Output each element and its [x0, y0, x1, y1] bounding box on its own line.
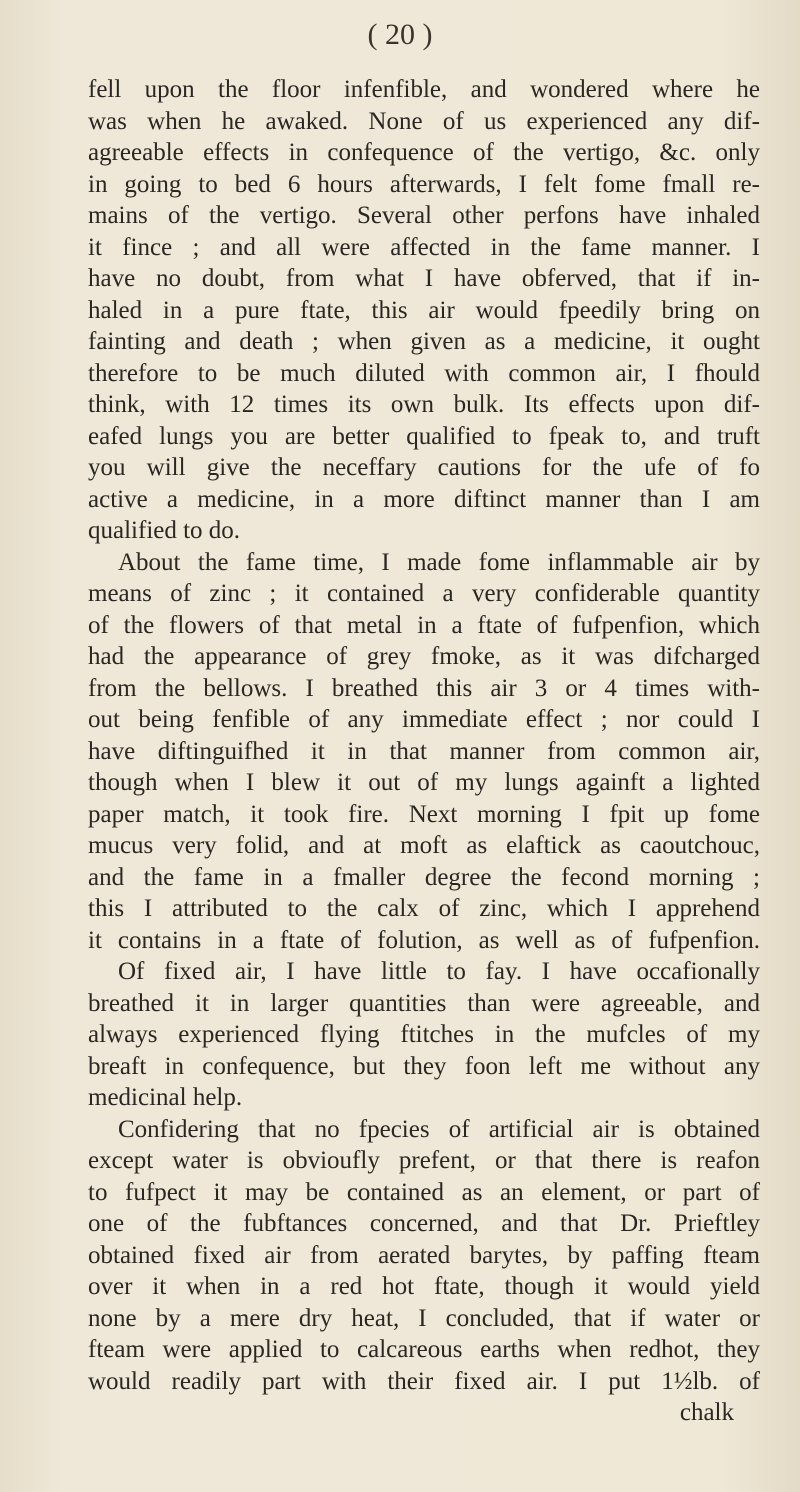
text-line: have diftinguifhed it in that manner from common air,: [88, 737, 760, 765]
text-line: always experienced flying ftitches in the mufcles of my: [88, 1021, 760, 1048]
text-line: About the fame time, I made fome inflammable air by: [118, 548, 760, 576]
body-text: [88, 74, 760, 1429]
text-line: was when he awaked. None of us experienced any dif-: [88, 107, 760, 135]
text-line: mucus very folid, and at moft as elaftick as caoutchouc,: [88, 832, 760, 859]
text-line: to fufpect it may be contained as an element, or part of: [88, 1178, 760, 1206]
text-line: Confidering that no fpecies of artificial air is obtained: [118, 1115, 760, 1143]
text-line: haled in a pure ftate, this air would fpeedily bring on: [88, 296, 760, 324]
text-line: none by a mere dry heat, I concluded, that if water or: [88, 1304, 760, 1332]
text-line: and the fame in a fmaller degree the fecond morning ;: [88, 863, 760, 891]
text-line: fteam were applied to calcareous earths when redhot, they: [88, 1336, 760, 1363]
text-line: medicinal help.: [88, 1084, 243, 1111]
text-line: think, with 12 times its own bulk. Its effects upon dif-: [88, 391, 760, 418]
text-line: though when I blew it out of my lungs againft a lighted: [88, 769, 760, 796]
text-line: Of fixed air, I have little to fay. I have occafionally: [118, 958, 760, 985]
text-line: would readily part with their fixed air. I put 1½lb. of: [88, 1367, 760, 1395]
text-line: breathed it in larger quantities than were agreeable, and: [88, 989, 760, 1017]
text-line: qualified to do.: [88, 517, 241, 544]
text-line: of the flowers of that metal in a ftate of fufpenfion, which: [88, 611, 760, 639]
text-line: except water is obvioufly prefent, or that there is reafon: [88, 1147, 760, 1174]
text-line: this I attributed to the calx of zinc, which I apprehend: [88, 895, 760, 922]
text-line: from the bellows. I breathed this air 3 or 4 times with-: [88, 674, 760, 702]
text-line: therefore to be much diluted with common air, I fhould: [88, 359, 760, 387]
text-line: you will give the neceffary cautions for the ufe of fo: [88, 454, 760, 481]
text-line: breaft in confequence, but they foon left me without any: [88, 1052, 760, 1080]
text-line: agreeable effects in confequence of the vertigo, &c. only: [88, 139, 760, 166]
text-line: obtained fixed air from aerated barytes, by paffing fteam: [88, 1241, 760, 1269]
text-line: fell upon the floor infenfible, and wondered where he: [88, 76, 760, 103]
text-line: out being fenfible of any immediate effect ; nor could I: [88, 706, 760, 733]
text-line: have no doubt, from what I have obferved, that if in-: [88, 265, 760, 292]
text-line: it contains in a ftate of folution, as well as of fufpenfion.: [88, 926, 760, 954]
text-line: over it when in a red hot ftate, though it would yield: [88, 1273, 760, 1300]
text-line: active a medicine, in a more diftinct manner than I am: [88, 485, 760, 513]
page-number: ( 20 ): [367, 18, 433, 51]
text-line: mains of the vertigo. Several other perfons have inhaled: [88, 202, 760, 229]
text-line: paper match, it took fire. Next morning I fpit up fome: [88, 800, 760, 828]
text-line: had the appearance of grey fmoke, as it was difcharged: [88, 643, 760, 670]
text-line: eafed lungs you are better qualified to fpeak to, and truft: [88, 422, 760, 450]
text-line: it fince ; and all were affected in the fame manner. I: [88, 233, 760, 261]
catchword: chalk: [679, 1399, 734, 1426]
text-line: one of the fubftances concerned, and that Dr. Prieftley: [88, 1210, 760, 1237]
text-line: in going to bed 6 hours afterwards, I felt fome fmall re-: [88, 170, 760, 198]
text-line: means of zinc ; it contained a very confiderable quantity: [88, 580, 760, 607]
text-line: fainting and death ; when given as a medicine, it ought: [88, 328, 760, 355]
